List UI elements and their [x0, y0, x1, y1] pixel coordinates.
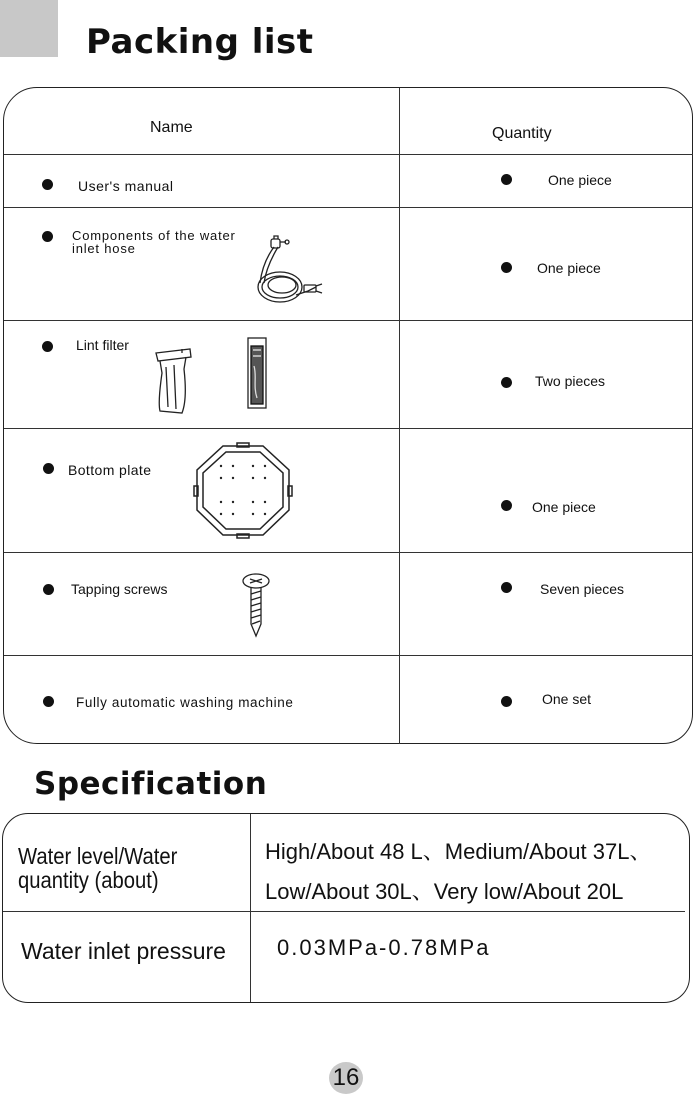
corner-tab	[0, 0, 58, 57]
item-quantity: One piece	[537, 260, 601, 276]
spec-value	[265, 832, 651, 912]
bullet-icon	[42, 341, 53, 352]
row-divider	[4, 655, 693, 656]
item-quantity: One piece	[532, 499, 596, 515]
item-quantity: Two pieces	[535, 373, 606, 389]
spec-label: Water inlet pressure	[21, 938, 226, 964]
item-name-line1: Components of the water	[72, 228, 236, 243]
spec-label-line1: Water level/Water	[18, 843, 178, 869]
lint-filter-bag-icon	[152, 347, 196, 415]
bullet-icon	[42, 179, 53, 190]
item-quantity: Seven pieces	[540, 581, 625, 597]
item-name: Fully automatic washing machine	[76, 695, 294, 710]
bullet-icon	[501, 174, 512, 185]
row-divider	[4, 552, 693, 553]
bullet-icon	[42, 231, 53, 242]
column-header-name: Name	[150, 119, 193, 136]
column-header-quantity: Quantity	[492, 125, 552, 142]
bottom-plate-icon	[193, 442, 293, 539]
bullet-icon	[43, 696, 54, 707]
column-divider	[399, 88, 400, 744]
bullet-icon	[43, 584, 54, 595]
column-divider	[250, 814, 251, 1002]
item-name: Bottom plate	[68, 462, 152, 478]
packing-list-title: Packing list	[86, 22, 314, 62]
specification-title: Specification	[34, 766, 268, 802]
spec-label	[18, 844, 177, 892]
bullet-icon	[501, 500, 512, 511]
item-name: Tapping screws	[71, 581, 168, 597]
item-name: User's manual	[78, 178, 174, 194]
row-divider	[4, 320, 693, 321]
bullet-icon	[501, 696, 512, 707]
bullet-icon	[43, 463, 54, 474]
bullet-icon	[501, 582, 512, 593]
item-name-line2: inlet hose	[72, 241, 136, 256]
item-name	[72, 229, 236, 255]
row-divider	[4, 207, 693, 208]
item-quantity: One set	[542, 691, 592, 707]
page-number: 16	[329, 1062, 363, 1094]
item-name: Lint filter	[76, 337, 129, 353]
lint-filter-frame-icon	[245, 336, 269, 410]
item-quantity: One piece	[548, 172, 612, 188]
bullet-icon	[501, 262, 512, 273]
spec-value-line1: High/About 48 L、Medium/About 37L、	[265, 839, 652, 864]
row-divider	[4, 154, 693, 155]
spec-label-line2: quantity (about)	[18, 867, 159, 893]
tapping-screw-icon	[240, 572, 272, 638]
water-inlet-hose-icon	[250, 235, 325, 315]
row-divider	[4, 428, 693, 429]
spec-value: 0.03MPa-0.78MPa	[277, 935, 491, 960]
spec-value-line2: Low/About 30L、Very low/About 20L	[265, 879, 624, 904]
bullet-icon	[501, 377, 512, 388]
